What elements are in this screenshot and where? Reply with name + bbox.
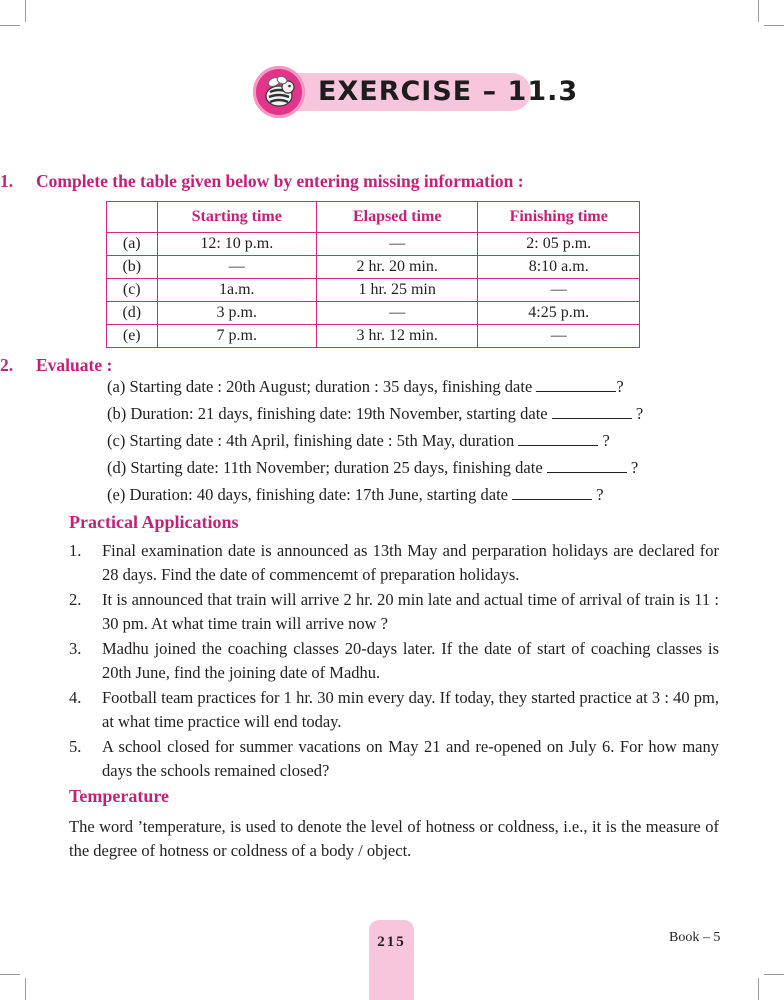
item-label: (d) bbox=[107, 458, 127, 477]
book-label: Book – 5 bbox=[669, 930, 721, 945]
table-header-row bbox=[107, 202, 640, 233]
list-item bbox=[69, 735, 719, 783]
evaluate-item bbox=[107, 431, 610, 451]
crop-mark bbox=[764, 974, 784, 975]
table-cell: (a) bbox=[107, 233, 158, 256]
table-cell: 8:10 a.m. bbox=[478, 256, 640, 279]
table-cell: — bbox=[317, 302, 478, 325]
item-label: (a) bbox=[107, 377, 126, 396]
list-item bbox=[69, 637, 719, 685]
item-label: (b) bbox=[107, 404, 127, 423]
table-cell: 7 p.m. bbox=[157, 325, 316, 348]
item-text: Duration: 40 days, finishing date: 17th June, starting date bbox=[129, 485, 508, 504]
question-number: 1. bbox=[0, 171, 14, 191]
evaluate-item bbox=[107, 485, 604, 505]
table-row bbox=[107, 256, 640, 279]
table-cell: (e) bbox=[107, 325, 158, 348]
table-cell: 12: 10 p.m. bbox=[157, 233, 316, 256]
crop-mark bbox=[764, 25, 784, 26]
answer-blank bbox=[512, 485, 592, 500]
item-label: (c) bbox=[107, 431, 126, 450]
evaluate-item bbox=[107, 404, 643, 424]
crop-mark bbox=[0, 25, 20, 26]
item-end: ? bbox=[592, 485, 604, 504]
item-text: It is announced that train will arrive 2 hr. 20 min late and actual time of arrival of train is 11 : 30 pm. At what time train will arrive now ? bbox=[102, 590, 719, 633]
exercise-banner bbox=[253, 66, 579, 118]
table-cell: 2: 05 p.m. bbox=[478, 233, 640, 256]
exercise-title: EXERCISE – 11.3 bbox=[318, 76, 579, 107]
item-number: 4. bbox=[69, 688, 82, 707]
evaluate-item bbox=[107, 458, 638, 478]
table-cell: 3 p.m. bbox=[157, 302, 316, 325]
list-item bbox=[69, 686, 719, 734]
evaluate-item bbox=[107, 377, 624, 397]
crop-mark bbox=[25, 0, 26, 22]
item-text: Football team practices for 1 hr. 30 min every day. If today, they started practice at 3 : 40 pm, at what time practice will end today. bbox=[102, 688, 719, 731]
table-row bbox=[107, 302, 640, 325]
table-cell: (b) bbox=[107, 256, 158, 279]
item-text: Starting date : 4th April, finishing date : 5th May, duration bbox=[129, 431, 515, 450]
item-end: ? bbox=[626, 458, 639, 477]
table-cell: 1 hr. 25 min bbox=[317, 279, 478, 302]
page-number: 215 bbox=[377, 934, 406, 950]
item-number: 1. bbox=[69, 541, 82, 560]
item-text: Final examination date is announced as 13th May and perparation holidays are declared for 28 days. Find the date of commencemt of preparation holidays. bbox=[102, 541, 719, 584]
table-row bbox=[107, 325, 640, 348]
column-header: Starting time bbox=[157, 202, 316, 233]
answer-blank bbox=[536, 377, 616, 392]
bee-mascot-icon bbox=[253, 66, 305, 118]
column-header: Elapsed time bbox=[317, 202, 478, 233]
table-cell: 3 hr. 12 min. bbox=[317, 325, 478, 348]
table-cell: (c) bbox=[107, 279, 158, 302]
answer-blank bbox=[518, 431, 598, 446]
table-cell: 4:25 p.m. bbox=[478, 302, 640, 325]
item-end: ? bbox=[598, 431, 610, 450]
crop-mark bbox=[25, 978, 26, 1000]
practical-applications-title: Practical Applications bbox=[69, 512, 239, 532]
table-row bbox=[107, 279, 640, 302]
column-header: Finishing time bbox=[478, 202, 640, 233]
question-text: Evaluate : bbox=[36, 355, 113, 375]
item-text: Duration: 21 days, finishing date: 19th November, starting date bbox=[130, 404, 548, 423]
table-cell: (d) bbox=[107, 302, 158, 325]
item-end: ? bbox=[616, 377, 624, 396]
item-text: Starting date: 11th November; duration 25 days, finishing date bbox=[130, 458, 543, 477]
item-number: 2. bbox=[69, 590, 82, 609]
item-label: (e) bbox=[107, 485, 126, 504]
table-cell: — bbox=[317, 233, 478, 256]
item-text: A school closed for summer vacations on May 21 and re-opened on July 6. For how many days the schools remained closed? bbox=[102, 737, 719, 780]
list-item bbox=[69, 588, 719, 636]
crop-mark bbox=[758, 0, 759, 22]
table-row bbox=[107, 233, 640, 256]
table-cell: 1a.m. bbox=[157, 279, 316, 302]
page-number-tab bbox=[369, 920, 414, 1000]
list-item bbox=[69, 539, 719, 587]
column-header bbox=[107, 202, 158, 233]
question-number: 2. bbox=[0, 355, 14, 375]
temperature-title: Temperature bbox=[69, 786, 169, 806]
item-text: Starting date : 20th August; duration : 35 days, finishing date bbox=[129, 377, 533, 396]
table-cell: — bbox=[478, 279, 640, 302]
item-end: ? bbox=[631, 404, 644, 423]
item-number: 5. bbox=[69, 737, 82, 756]
crop-mark bbox=[0, 974, 20, 975]
question-text: Complete the table given below by entering missing information : bbox=[36, 171, 524, 191]
table-cell: — bbox=[157, 256, 316, 279]
crop-mark bbox=[758, 978, 759, 1000]
item-text: Madhu joined the coaching classes 20-days later. If the date of start of coaching classes is 20th June, find the joining date of Madhu. bbox=[102, 639, 719, 682]
answer-blank bbox=[547, 458, 627, 473]
table-cell: — bbox=[478, 325, 640, 348]
time-table bbox=[106, 201, 640, 348]
temperature-paragraph: The word ’temperature, is used to denote the level of hotness or coldness, i.e., it is the measure of the degree of hotness or coldness of a body / object. bbox=[69, 817, 719, 860]
table-cell: 2 hr. 20 min. bbox=[317, 256, 478, 279]
answer-blank bbox=[552, 404, 632, 419]
item-number: 3. bbox=[69, 639, 82, 658]
